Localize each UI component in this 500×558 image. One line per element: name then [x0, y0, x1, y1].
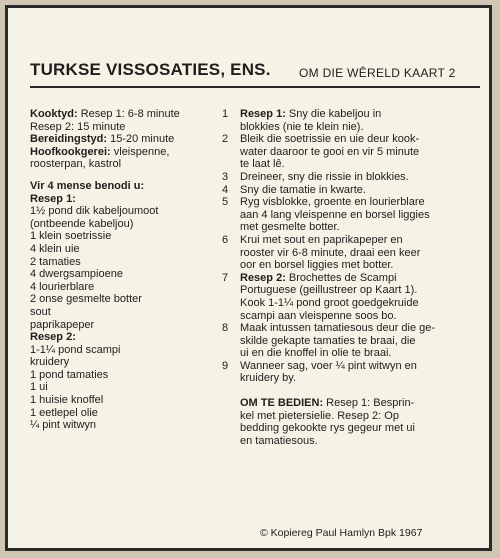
- cook-time-label: Kooktyd:: [30, 108, 78, 120]
- ingredient-item: 4 lourierblare: [30, 280, 95, 293]
- prep-time-label: Bereidingstyd:: [30, 133, 108, 146]
- method-step: [220, 322, 465, 360]
- ingredient-item: 4 klein uie: [30, 242, 80, 255]
- step-text: Wanneer sag, voer ¼ pint witwyn en kruidery by.: [240, 359, 417, 385]
- step-number: 1: [222, 108, 229, 120]
- ingredient-item: 1½ pond dik kabeljoumoot: [30, 205, 159, 218]
- step-bold-label: Resep 2:: [240, 271, 286, 284]
- ingredient-item: 1 klein soetrissie: [30, 230, 112, 243]
- method-column: [220, 108, 465, 447]
- method-step: [220, 108, 465, 133]
- step-number: 9: [222, 359, 229, 372]
- method-step: [220, 171, 465, 184]
- ingredient-item: 1 huisie knoffel: [30, 394, 104, 407]
- method-step: [220, 196, 465, 234]
- title-divider: [30, 86, 480, 88]
- recipe-title: TURKSE VISSOSATIES, ENS.: [30, 60, 271, 79]
- equipment-label: Hoofkookgerei:: [30, 145, 111, 158]
- step-text: Bleik die soetrissie en uie deur kook- water daaroor te gooi en vir 5 minute te laat lê.: [240, 133, 420, 171]
- step-bold-label: Resep 1:: [240, 108, 286, 120]
- step-number: 2: [222, 133, 229, 146]
- prep-time: [30, 133, 230, 146]
- method-step: [220, 133, 465, 171]
- ingredient-item: 1-1¼ pond scampi: [30, 343, 121, 356]
- resep-1-heading: Resep 1:: [30, 192, 76, 205]
- ingredient-item: 1 eetlepel olie: [30, 406, 98, 419]
- method-step: [220, 184, 465, 197]
- resep-2-ingredients: [30, 344, 230, 432]
- serving-label: OM TE BEDIEN:: [240, 397, 324, 410]
- copyright-notice: © Kopiereg Paul Hamlyn Bpk 1967: [260, 527, 423, 539]
- ingredient-item: 2 onse gesmelte botter: [30, 293, 142, 306]
- step-text: Resep 1: Sny die kabeljou in blokkies (nie te klein nie).: [240, 108, 382, 133]
- ingredient-item: ¼ pint witwyn: [30, 419, 97, 432]
- step-text: Dreineer, sny die rissie in blokkies.: [240, 170, 409, 183]
- ingredient-item: 1 ui: [30, 381, 48, 394]
- method-step: [220, 360, 465, 385]
- prep-time-value: 15-20 minute: [107, 133, 175, 146]
- step-text: Maak intussen tamatiesous deur die ge- skilde gekapte tamaties te braai, die ui en die knoffel in olie te braai.: [240, 322, 436, 360]
- equipment-value: vleispenne,: [110, 145, 170, 158]
- equipment: [30, 146, 230, 159]
- method-step: [220, 234, 465, 272]
- card-series-label: OM DIE WÊRELD KAART 2: [299, 66, 456, 80]
- ingredient-item: sout: [30, 305, 51, 318]
- step-number: 8: [222, 322, 229, 335]
- serving-note: OM TE BEDIEN: Resep 1: Besprin- kel met pietersielie. Resep 2: Op bedding gekookte rys gegeur met ui en tamatiesous.: [240, 397, 415, 447]
- ingredient-item: 1 pond tamaties: [30, 368, 109, 381]
- cook-time: [30, 108, 230, 121]
- serves-heading: Vir 4 mense benodi u:: [30, 179, 145, 192]
- step-text: Sny die tamatie in kwarte.: [240, 183, 366, 196]
- cook-time-resep-1: Resep 1: 6-8 minute: [77, 108, 180, 120]
- step-number: 5: [222, 196, 229, 209]
- step-number: 4: [222, 183, 229, 196]
- ingredient-item: 2 tamaties: [30, 255, 81, 268]
- step-number: 3: [222, 170, 229, 183]
- ingredient-item: kruidery: [30, 356, 70, 369]
- step-number: 6: [222, 233, 229, 246]
- resep-1-ingredients: [30, 205, 230, 331]
- ingredient-item: paprikapeper: [30, 318, 95, 331]
- ingredients-column: [30, 108, 230, 432]
- step-number: 7: [222, 271, 229, 284]
- ingredient-item: (ontbeende kabeljou): [30, 217, 134, 230]
- resep-2-heading: Resep 2:: [30, 331, 76, 344]
- equipment-value-cont: roosterpan, kastrol: [30, 158, 122, 171]
- ingredient-item: 4 dwergsampioene: [30, 268, 123, 281]
- cook-time-resep-2: Resep 2: 15 minute: [30, 120, 126, 133]
- method-step: [220, 272, 465, 322]
- step-text: Ryg visblokke, groente en lourierblare aan 4 lang vleispenne en borsel liggies met gesmelte botter.: [240, 196, 430, 234]
- step-text: Krui met sout en paprikapeper en rooster vir 6-8 minute, draai een keer oor en borsel liggies met botter.: [240, 233, 421, 272]
- step-text: Resep 2: Brochettes de Scampi Portuguese (geillustreer op Kaart 1). Kook 1-1¼ pond groot goedgekruide scampi aan vleispenne soos bo.: [240, 271, 419, 322]
